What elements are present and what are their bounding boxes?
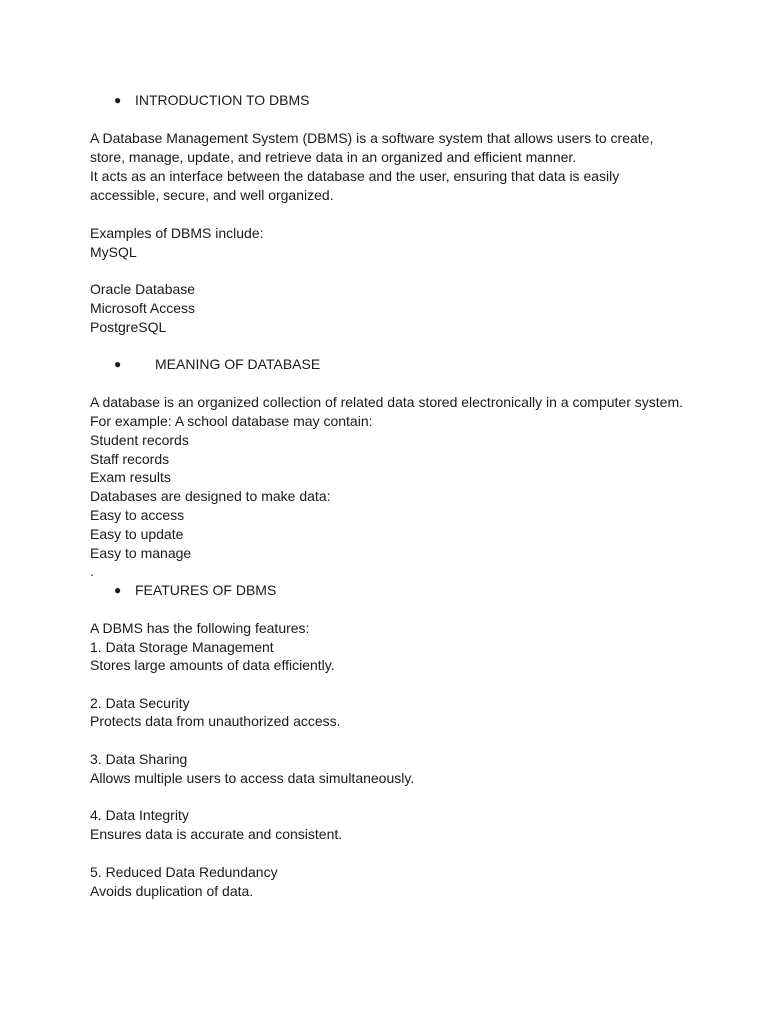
- feature-description: Protects data from unauthorized access.: [90, 713, 341, 729]
- section-heading-intro: INTRODUCTION TO DBMS: [135, 92, 310, 108]
- paragraph-line: A Database Management System (DBMS) is a software system that allows users to create,: [90, 130, 654, 146]
- example-item: PostgreSQL: [90, 319, 167, 335]
- bullet-icon: ●: [114, 93, 122, 107]
- feature-description: Allows multiple users to access data simultaneously.: [90, 770, 415, 786]
- paragraph-line: For example: A school database may contain:: [90, 413, 373, 429]
- list-item: Easy to access: [90, 507, 185, 523]
- example-item: Microsoft Access: [90, 300, 196, 316]
- feature-title: 1. Data Storage Management: [90, 639, 274, 655]
- feature-title: 5. Reduced Data Redundancy: [90, 864, 278, 880]
- section-heading-meaning: MEANING OF DATABASE: [155, 356, 321, 372]
- bullet-icon: ●: [114, 583, 122, 597]
- example-item: MySQL: [90, 244, 137, 260]
- bullet-icon: ●: [114, 357, 122, 371]
- list-item: Easy to update: [90, 526, 184, 542]
- paragraph-line: It acts as an interface between the database and the user, ensuring that data is easily: [90, 168, 620, 184]
- feature-description: Avoids duplication of data.: [90, 883, 254, 899]
- list-item: Exam results: [90, 469, 171, 485]
- paragraph-line: A DBMS has the following features:: [90, 620, 310, 636]
- list-item: Easy to manage: [90, 545, 192, 561]
- feature-title: 4. Data Integrity: [90, 807, 189, 823]
- example-item: Oracle Database: [90, 281, 196, 297]
- list-item: Staff records: [90, 451, 170, 467]
- list-item: Student records: [90, 432, 189, 448]
- feature-title: 2. Data Security: [90, 695, 190, 711]
- paragraph-line: A database is an organized collection of related data stored electronically in a computer system.: [90, 394, 683, 410]
- feature-description: Ensures data is accurate and consistent.: [90, 826, 343, 842]
- feature-description: Stores large amounts of data efficiently.: [90, 657, 335, 673]
- paragraph-line: store, manage, update, and retrieve data in an organized and efficient manner.: [90, 149, 577, 165]
- examples-label: Examples of DBMS include:: [90, 225, 264, 241]
- stray-period: .: [90, 563, 94, 579]
- section-heading-features: FEATURES OF DBMS: [135, 582, 277, 598]
- paragraph-line: accessible, secure, and well organized.: [90, 187, 334, 203]
- feature-title: 3. Data Sharing: [90, 751, 188, 767]
- paragraph-line: Databases are designed to make data:: [90, 488, 331, 504]
